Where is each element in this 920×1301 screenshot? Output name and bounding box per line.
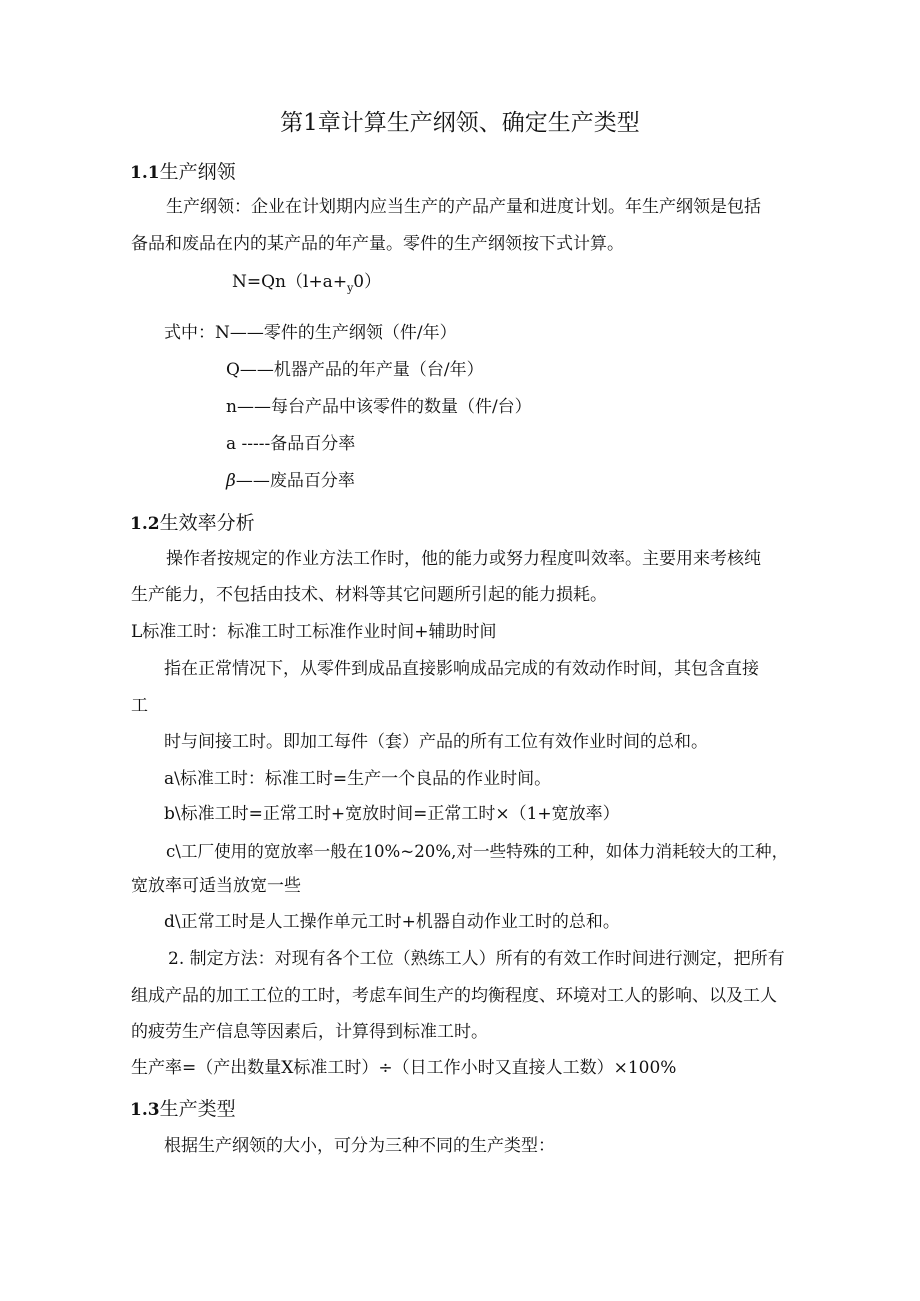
section-title: 生产类型 (159, 1098, 236, 1120)
definition-text: N——零件的生产纲领（件/年） (215, 323, 457, 343)
paragraph-line: 生产纲领：企业在计划期内应当生产的产品产量和进度计划。年生产纲领是包括 (166, 197, 761, 217)
definition-line (226, 471, 355, 491)
paragraph-line: 工 (131, 696, 148, 716)
paragraph-line: 时与间接工时。即加工每件（套）产品的所有工位有效作业时间的总和。 (164, 732, 708, 752)
paragraph-line: b\标准工时=正常工时+宽放时间=正常工时×（1+宽放率） (164, 804, 620, 824)
paragraph-line: 组成产品的加工工位的工时，考虑车间生产的均衡程度、环境对工人的影响、以及工人 (131, 986, 777, 1006)
section-number: 1.1 (130, 163, 160, 183)
beta-symbol: β (226, 471, 236, 491)
formula-part: 0） (353, 272, 382, 292)
chapter-title: 第1章计算生产纲领、确定生产类型 (280, 110, 640, 136)
paragraph-line: 操作者按规定的作业方法工作时，他的能力或努力程度叫效率。主要用来考核纯 (166, 549, 761, 569)
paragraph-line: a\标准工时：标准工时=生产一个良品的作业时间。 (164, 769, 552, 789)
definition-line: a -----备品百分率 (226, 434, 356, 454)
formula (232, 272, 381, 298)
paragraph-line: 的疲劳生产信息等因素后，计算得到标准工时。 (131, 1022, 488, 1042)
section-heading-1-1 (130, 160, 236, 185)
section-heading-1-2 (130, 511, 255, 536)
paragraph-line: 根据生产纲领的大小，可分为三种不同的生产类型： (164, 1136, 555, 1156)
paragraph-line: 宽放率可适当放宽一些 (131, 876, 301, 896)
section-title: 生产纲领 (159, 161, 236, 183)
paragraph-line: 备品和废品在内的某产品的年产量。零件的生产纲领按下式计算。 (131, 234, 624, 254)
paragraph-line: c\工厂使用的宽放率一般在10%~20%,对一些特殊的工种，如体力消耗较大的工种， (166, 842, 789, 861)
definition-line: n——每台产品中该零件的数量（件/台） (226, 397, 532, 417)
section-number: 1.3 (130, 1100, 160, 1120)
definition-text: ——废品百分率 (235, 471, 355, 491)
productivity-formula: 生产率=（产出数量X标准工时）÷（日工作小时又直接人工数）×100% (131, 1058, 677, 1078)
formula-subscript: y (347, 281, 354, 295)
paragraph-line: 2. 制定方法：对现有各个工位（熟练工人）所有的有效工作时间进行测定，把所有 (168, 949, 785, 969)
section-number: 1.2 (130, 514, 160, 534)
section-title: 生效率分析 (159, 512, 255, 534)
section-heading-1-3 (130, 1097, 236, 1122)
formula-part: N=Qn（l+a+ (232, 272, 348, 292)
paragraph-line: d\正常工时是人工操作单元工时+机器自动作业工时的总和。 (164, 912, 620, 932)
paragraph-line: 生产能力，不包括由技术、材料等其它问题所引起的能力损耗。 (131, 585, 607, 605)
definition-line (164, 323, 457, 343)
paragraph-line: L标准工时：标准工时工标准作业时间+辅助时间 (131, 622, 497, 642)
paragraph-line: 指在正常情况下，从零件到成品直接影响成品完成的有效动作时间，其包含直接 (164, 659, 759, 679)
definition-line: Q——机器产品的年产量（台/年） (226, 360, 484, 380)
definition-label: 式中： (164, 323, 215, 343)
